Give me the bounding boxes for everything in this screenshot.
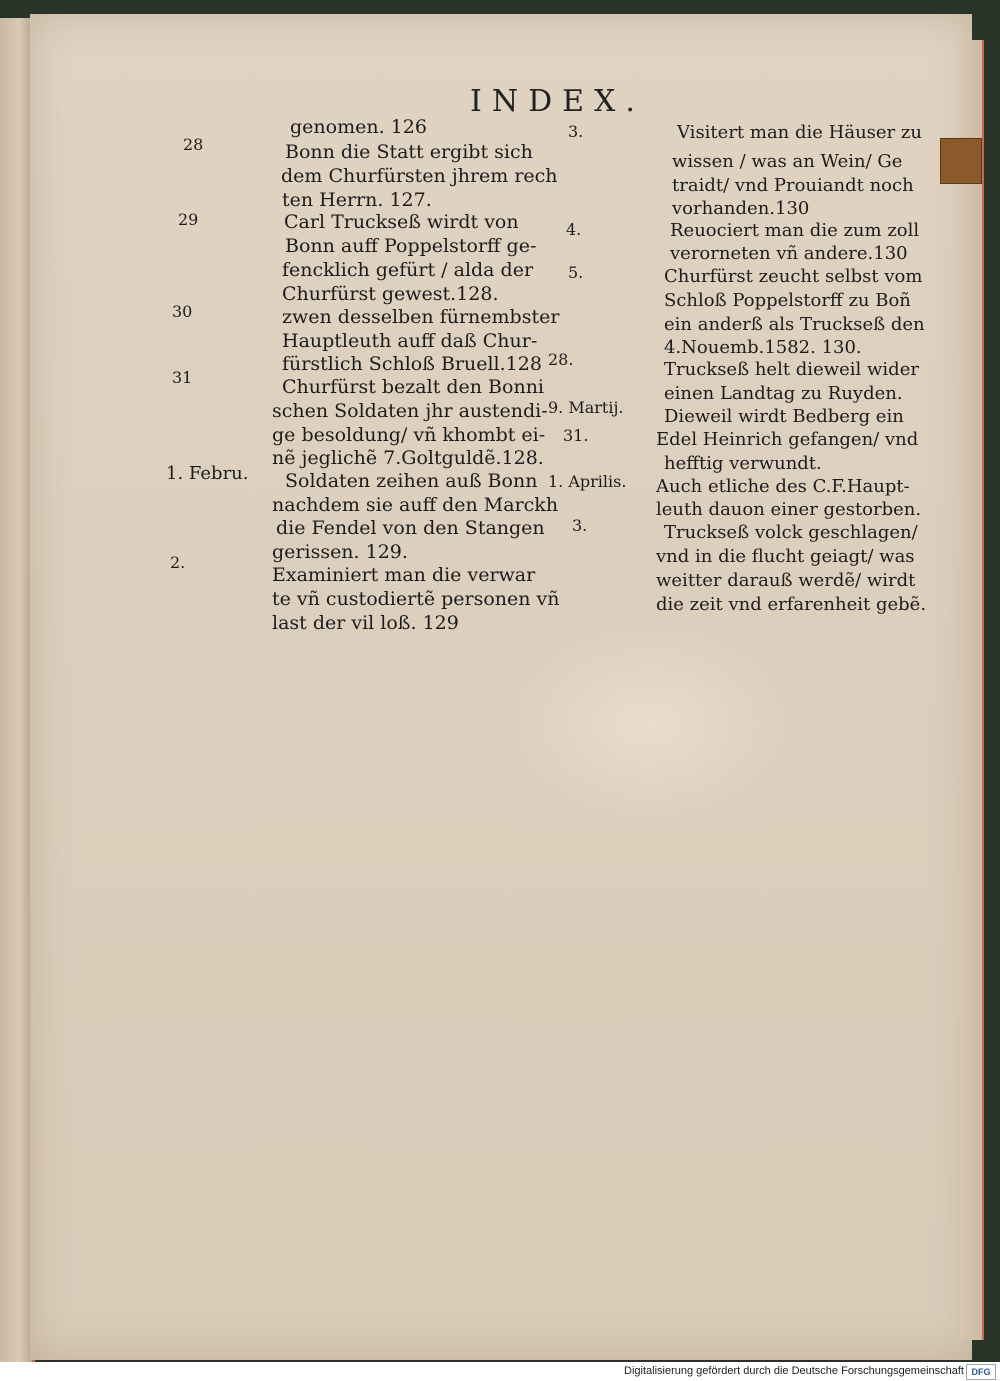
date-label: 1. Aprilis. [548, 472, 627, 491]
entry-line: Bonn auff Poppelstorff ge- [285, 235, 537, 257]
entry-line: Edel Heinrich gefangen/ vnd [656, 429, 919, 450]
entry-line: Truckseß helt dieweil wider [664, 359, 919, 380]
date-label: 9. Martij. [548, 398, 624, 417]
entry-line: leuth dauon einer gestorben. [656, 499, 922, 520]
entry-line: einen Landtag zu Ruyden. [664, 383, 903, 404]
entry-line: verorneten vñ andere.130 [670, 243, 908, 264]
entry-line: Reuociert man die zum zoll [670, 220, 920, 241]
entry-line: Churfürst gewest.128. [282, 283, 499, 305]
entry-line: gerissen. 129. [272, 541, 408, 563]
tab-marker-icon [940, 138, 982, 184]
entry-line: dem Churfürsten jhrem rech [281, 165, 558, 187]
dfg-logo-icon: DFG [966, 1364, 996, 1380]
entry-line: schen Soldaten jhr austendi- [272, 400, 548, 422]
date-label: 3. [572, 516, 588, 535]
entry-line: traidt/ vnd Prouiandt noch [672, 175, 914, 196]
entry-line: 4.Nouemb.1582. 130. [664, 337, 862, 358]
date-label: 2. [170, 553, 186, 572]
entry-line: fencklich gefürt / alda der [282, 259, 534, 281]
right-page-edge [960, 40, 984, 1340]
entry-line: Visitert man die Häuser zu [677, 122, 922, 143]
entry-line: Bonn die Statt ergibt sich [285, 141, 533, 163]
entry-line: Carl Truckseß wirdt von [284, 211, 519, 233]
date-label: 31 [172, 368, 193, 387]
date-label: 3. [568, 122, 584, 141]
entry-line: vorhanden.130 [672, 198, 810, 219]
entry-line: Churfürst zeucht selbst vom [664, 266, 923, 287]
entry-line: hefftig verwundt. [664, 453, 822, 474]
entry-line: Dieweil wirdt Bedberg ein [664, 406, 904, 427]
entry-line: Churfürst bezalt den Bonni [282, 376, 545, 398]
date-label: 30 [172, 302, 193, 321]
page-heading: INDEX. [470, 84, 645, 119]
entry-line: Truckseß volck geschlagen/ [664, 522, 918, 543]
entry-line: Hauptleuth auff daß Chur- [282, 330, 538, 352]
funding-credit: Digitalisierung gefördert durch die Deutsche Forschungsgemeinschaft [624, 1365, 964, 1377]
entry-line: nẽ jeglichẽ 7.Goltguldẽ.128. [272, 447, 544, 469]
date-label: 1. Febru. [166, 463, 249, 484]
entry-line: die zeit vnd erfarenheit gebẽ. [656, 594, 927, 615]
entry-line: Auch etliche des C.F.Haupt- [656, 476, 910, 497]
entry-line: te vñ custodiertẽ personen vñ [272, 588, 560, 610]
date-label: 29 [178, 210, 199, 229]
date-label: 5. [568, 263, 584, 282]
entry-line: zwen desselben fürnembster [282, 306, 560, 328]
footer-bar [0, 1362, 1000, 1381]
entry-line: ten Herrn. 127. [282, 189, 432, 211]
entry-line: die Fendel von den Stangen [276, 517, 545, 539]
entry-line: Examiniert man die verwar [272, 564, 536, 586]
date-label: 28 [183, 135, 204, 154]
water-stain [500, 620, 800, 830]
date-label: 31. [563, 426, 589, 445]
entry-line: Schloß Poppelstorff zu Boñ [664, 290, 911, 311]
date-label: 28. [548, 350, 574, 369]
entry-line: ge besoldung/ vñ khombt ei- [272, 424, 546, 446]
entry-line: weitter darauß werdẽ/ wirdt [656, 570, 916, 591]
entry-line: genomen. 126 [290, 116, 427, 138]
entry-line: ein anderß als Truckseß den [664, 314, 925, 335]
entry-line: vnd in die flucht geiagt/ was [656, 546, 915, 567]
entry-line: last der vil loß. 129 [272, 612, 459, 634]
date-label: 4. [566, 220, 582, 239]
entry-line: fürstlich Schloß Bruell.128 [282, 353, 542, 375]
entry-line: Soldaten zeihen auß Bonn [285, 470, 538, 492]
entry-line: wissen / was an Wein/ Ge [672, 151, 903, 172]
entry-line: nachdem sie auff den Marckh [272, 494, 559, 516]
